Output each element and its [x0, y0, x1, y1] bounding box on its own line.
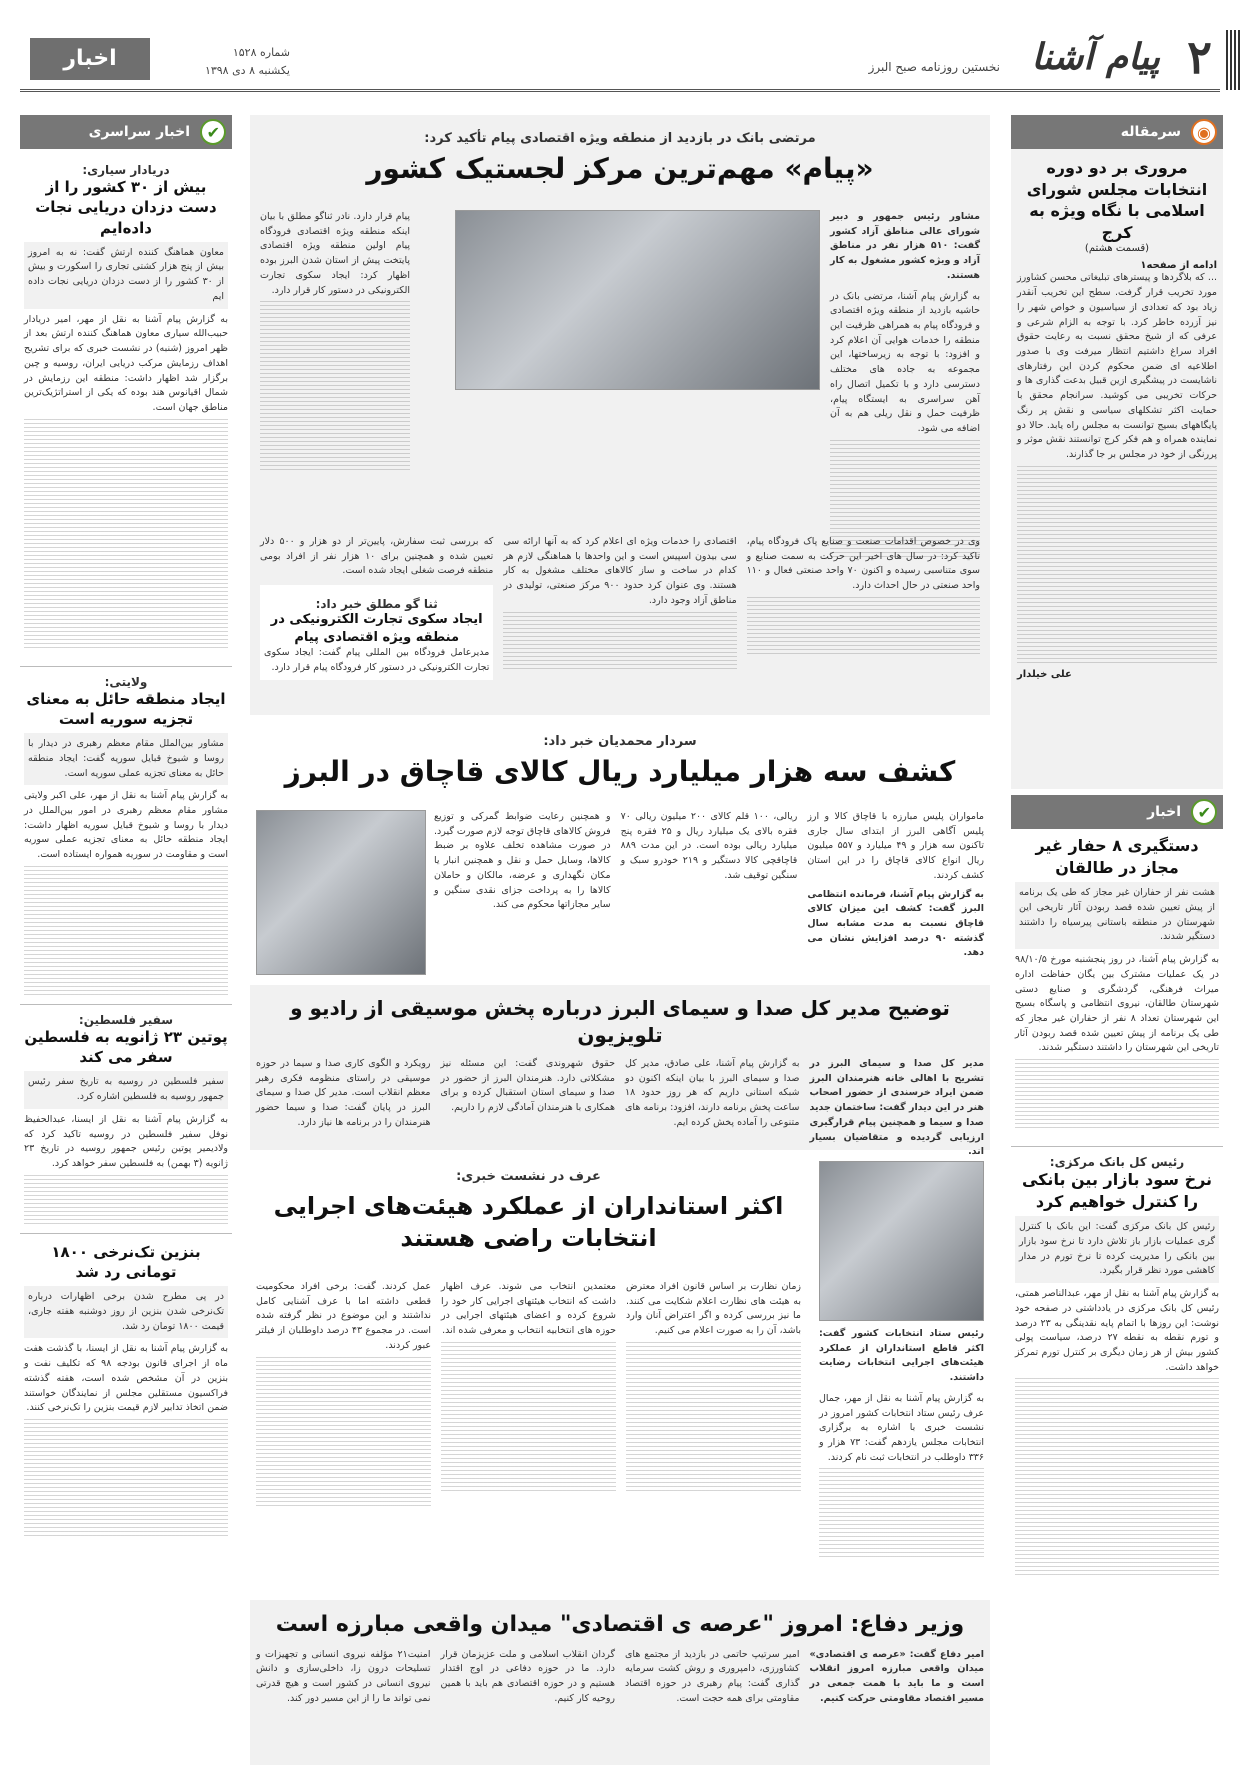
left-news-1: [20, 149, 232, 658]
story2-body3: ریالی، ۱۰۰ قلم کالای ۲۰۰ میلیون ریالی ۷۰ فقره بالای یک میلیارد ریال و ۲۵ فقره پنج میلیارد ریالی بوده است. در این مدت ۸۸۹ قاچاقچی کالا دستگیر و ۲۱۹ خودرو سبک و سنگین توقیف شد.: [620, 811, 798, 881]
story4-title: اکثر استانداران از عملکرد هیئت‌های اجرایی انتخابات راضی هستند: [273, 1192, 784, 1253]
left-news2-more-text: [24, 866, 228, 996]
editorial-part: (قسمت هشتم): [1084, 243, 1150, 255]
divider: [20, 1004, 232, 1005]
news2-more-text: [1015, 1378, 1219, 1578]
left-news4-title: بنزین تک‌نرخی ۱۸۰۰ تومانی رد شد: [51, 1242, 201, 1281]
left-news1-title: بیش از ۳۰ کشور را از دست دزدان دریایی نجات داده‌ایم: [35, 178, 217, 237]
story1-col-a-more: [747, 597, 980, 657]
story3-col-a: [810, 1057, 985, 1160]
story3-body2: حقوق شهروندی گفت: این مسئله نیز مشکلاتی دارد. هنرمندان البرز از حضور در صدا و سیمای استان استقبال کرده و برای همکاری با هنرمندان آمادگی لازم را داریم.: [440, 1058, 615, 1114]
story1-left-more: [260, 301, 410, 471]
story2-title: کشف سه هزار میلیارد ریال کالای قاچاق در البرز: [284, 755, 956, 788]
news2-title: نرخ سود بازار بین بانکی را کنترل خواهیم کرد: [1021, 1170, 1213, 1211]
story1-caption-col: [830, 210, 980, 563]
story4-col-c: [256, 1280, 431, 1510]
story4-columns: [256, 1280, 801, 1510]
story4-col-c-more: [256, 1357, 431, 1507]
news2-lead: رئیس کل بانک مرکزی گفت: این بانک با کنترل گری عملیات بازار باز تلاش دارد تا نرخ سود بازار بین بانکی را مدیریت کرده تا نرخ تورم در مدار کاهشی مورد نظر قرار بگیرد.: [1015, 1216, 1219, 1283]
story1-box-body: مدیرعامل فرودگاه بین المللی پیام گفت: ایجاد سکوی تجارت الکترونیکی در دستور کار فرودگاه پیام قرار دارد.: [264, 647, 490, 673]
story4-right-col: [819, 1327, 984, 1561]
story-elections: [250, 1155, 990, 1595]
story1-body4: که بررسی ثبت سفارش، پایین‌تر از دو هزار و ۵۰۰ دلار تعیین شده و همچنین برای ۱۰ هزار نفر از افراد بومی منطقه فرصت شغلی ایجاد شده است.: [260, 536, 494, 577]
editorial-icon: [1191, 119, 1217, 145]
story4-col-a: [626, 1280, 801, 1510]
editorial-continued: ادامه از صفحه۱: [1140, 260, 1217, 272]
story3-columns: [256, 1057, 984, 1160]
story5-col-a: [810, 1648, 985, 1707]
story5-body3: امنیت۲۱ مؤلفه نیروی انسانی و تجهیزات و تسلیحات درون زا، داخلی‌سازی و دانش نیروی انسانی در کشور است و هیچ قدرتی نمی تواند ما را از این مسیر دور کند.: [256, 1648, 431, 1704]
left-news4-body: به گزارش پیام آشنا به نقل از ایسنا، با گذشت هفت ماه از اجرای قانون بودجه ۹۸ که تکلیف نفت و بنزین در آن مشخص شده است، هفته گذشته فراکسیون مستقلین مجلس از نمایندگان خواستند ضمن اتخاذ تدابیر لازم قیمت بنزین را تک‌نرخی کنند.: [24, 1343, 229, 1414]
story-irib: [250, 985, 990, 1158]
national-news-header: [20, 115, 232, 149]
editorial-body: ... که بلاگردها و پیسترهای تبلیغاتی محسن کشاورز مورد تخریب قرار گرفت. سطح این تخریب آنقدر زیاد بود که تعدادی از سیاسیون و خواص شهر را نیز آزرده خاطر کرد. با توجه به الزام شرعی و عرفی که از شیخ محقق نسبت به رعایت حقوق افراد سراغ داشتیم انتظار میرفت وی با صدور اطلاعیه ای ضمن محکوم کردن این رفتارهای ناشایست در پیشگیری ازین قبیل بدعت گذاری ها و حرکات تخریبی می کوشید. سرانجام محقق با حمایت اکثر تشکلهای سیاسی و نقش پر رنگ پایگاههای بسیج توانست به مجلس راه یابد. حالا دو نماینده همراه و هم فکر کرج توانستند نقش موثر و پررنگی از خود در مجلس بر جا گذارند.: [1017, 272, 1217, 460]
left-news1-body: به گزارش پیام آشنا به نقل از مهر، امیر دریادار حبیب‌الله سیاری معاون هماهنگ کننده ارتش بعد از ظهر امروز (شنبه) در نشست خبری که برای تشریح اهداف رزمایش مرکب دریایی ایران، روسیه و چین برگزار شد اظهار داشت: منطقه این رزمایش در شمال اقیانوس هند بوده که یکی از استراتژیک‌ترین مناطق جهان است.: [24, 313, 228, 413]
story4-col-b-more: [441, 1342, 616, 1492]
section-label: اخبار: [30, 38, 150, 80]
story1-left-col: [260, 210, 410, 474]
left-news2-lead: مشاور بین‌الملل مقام معظم رهبری در دیدار با روسا و شیوخ قبایل سوریه گفت: ایجاد منطقه حائل به معنای تجزیه عملی سوریه است.: [24, 733, 228, 785]
news-item-1: [1011, 829, 1223, 1138]
story1-body3: اقتصادی را خدمات ویژه ای اعلام کرد که به آنها ارائه سی سی بیدون اسپیس است و این واحدها با هماهنگی لازم هر کدام در ساخت و ساز کالاهای مختلف مشغول به کار هستند. وی عنوان کرد حدود ۹۰۰ مرکز صنعتی، تولیدی در مناطق آزاد وجود دارد.: [503, 536, 737, 606]
story5-columns: [256, 1648, 984, 1707]
story3-col-c: [441, 1057, 616, 1160]
story4-body4: عمل کردند. گفت: برخی افراد محکومیت قطعی داشته اما با عرف آشنایی کامل نداشتند و این موضوع در نظر گرفته شده است. در مجموع ۴۳ درصد داوطلبان از فیلتر عبور کردند.: [256, 1281, 431, 1351]
story3-title: توضیح مدیر کل صدا و سیمای البرز درباره پخش موسیقی از رادیو و تلویزیون: [290, 996, 950, 1047]
story4-col-a-more: [626, 1342, 801, 1492]
story1-inner-box: [260, 585, 493, 680]
newspaper-logo: پیام آشنا: [1031, 36, 1160, 78]
story5-col-d: [256, 1648, 431, 1707]
story-smuggling: [250, 720, 990, 980]
story4-body3: معتمدین انتخاب می شوند. عرف اظهار داشت که انتخاب هیئتهای اجرایی کار خود را شروع کرده و اعضای هیئتهای اجرایی در حوزه های انتخابیه انتخاب و معرفی شده اند.: [441, 1281, 616, 1337]
story4-caption: رئیس ستاد انتخابات کشور گفت: اکثر قاطع استانداران از عملکرد هیئت‌های اجرایی انتخابات رضایت داشتند.: [819, 1328, 984, 1384]
left-news2-title: ایجاد منطقه حائل به معنای تجزیه سوریه است: [26, 689, 226, 728]
story4-photo: [819, 1161, 984, 1321]
story1-photo: [455, 210, 820, 390]
masthead: [20, 30, 1220, 92]
story3-col-b: [625, 1057, 800, 1160]
story2-body2: به گزارش پیام آشنا، فرمانده انتظامی البرز گفت: کشف این میزان کالای قاچاق نسبت به مدت مشابه سال گذشته ۹۰ درصد افزایش نشان می دهد.: [807, 888, 984, 959]
divider: [1011, 1146, 1223, 1147]
story1-col-b: [503, 535, 736, 680]
news2-body: به گزارش پیام آشنا به نقل از مهر، عبدالناصر همتی، رئیس کل بانک مرکزی در یادداشتی در صفحه خود نوشت: این روزها با اتمام پایه نقدینگی به ۲۳ درصد و تورم نقطه به نقطه ۲۷ درصد، سیاست پولی کشور بیش از هر زمان دیگری بر کنترل تورم تمرکز خواهد داشت.: [1014, 1288, 1219, 1373]
news-header: [1011, 795, 1223, 829]
story3-lead: مدیر کل صدا و سیمای البرز در تشریح با اهالی خانه هنرمندان البرز ضمن ایراد خرسندی از حضور اصحاب هنر در این دیدار گفت: ساختمان جدید صدا و سیما و همچنین پیام قرارگیری ارزیابی گردیده و متقاضیان بسیار اند.: [809, 1058, 984, 1158]
editorial-signature: علی خیلدار: [1017, 668, 1072, 680]
left-news1-lead: معاون هماهنگ کننده ارتش گفت: نه به امروز بیش از پنج هزار کشتی تجاری را اسکورت و بیش از ۳۰ کشور را از دست دزدان دریایی نجات داده ایم: [24, 242, 228, 309]
left-news-2: [20, 675, 232, 996]
left-news2-kicker: ولایتی:: [104, 674, 148, 689]
story4-body1: به گزارش پیام آشنا به نقل از مهر، جمال عرف رئیس ستاد انتخابات کشور امروز در نشست خبری با اشاره به برگزاری انتخابات مجلس یازدهم گفت: ۷۳ هزار و ۳۳۶ داوطلب در انتخابات ثبت نام کردند.: [819, 1392, 984, 1463]
story2-body1: مامواران پلیس مبارزه با قاچاق کالا و ارز پلیس آگاهی البرز از ابتدای سال جاری تاکنون سه هزار و ۴۹ میلیارد و ۵۵۷ میلیون ریال انواع کالای قاچاق را در این استان کشف کردند.: [807, 811, 985, 881]
story5-col-c: [441, 1648, 616, 1707]
story3-col-d: [256, 1057, 431, 1160]
story1-body2: وی در خصوص اقدامات صنعت و صنایع پاک فرودگاه پیام، تاکید کرد: در سال های اخیر این حرکت به سمت صنایع و سوی متناسبی رسیده و اکنون ۷۰ واحد صنعتی فعال و ۱۱۰ واحد صنعتی در حال احداث دارد.: [746, 536, 981, 592]
story1-box-kicker: ثنا گو مطلق خبر داد:: [315, 597, 438, 612]
story1-kicker: مرتضی بانک در بازدید از منطقه ویژه اقتصادی پیام تأکید کرد:: [424, 131, 816, 146]
page-number: ۲: [1187, 30, 1212, 84]
story3-body1: به گزارش پیام آشنا، علی صادق، مدیر کل صدا و سیمای البرز با بیان اینکه اکنون دو شبکه استانی داریم که هر روز حدود ۱۸ ساعت پخش برنامه دارند، افزود: برنامه های متنوعی را آماده پخش کرده ایم.: [625, 1058, 800, 1128]
story1-bottom: [260, 535, 980, 680]
issue-number: شماره ۱۵۲۸: [232, 46, 290, 59]
left-news-4: [20, 1242, 232, 1539]
check-icon: [200, 119, 226, 145]
left-news1-more-text: [24, 419, 228, 649]
news1-title: دستگیری ۸ حفار غیر مجاز در طالقان: [1035, 836, 1199, 877]
divider: [20, 666, 232, 667]
check-icon: [1191, 799, 1217, 825]
story4-col-b: [441, 1280, 616, 1510]
story3-body3: رویکرد و الگوی کاری صدا و سیما در حوزه موسیقی در راستای منظومه فکری رهبر معظم انقلاب است. مدیر کل صدا و سیمای البرز در پایان گفت: صدا و سیما حضور هنرمندان را در برنامه ها نیاز دارد.: [256, 1058, 431, 1128]
story-payam: [250, 115, 990, 715]
issue-date: یکشنبه ۸ دی ۱۳۹۸: [204, 64, 290, 77]
story4-body2: زمان نظارت بر اساس قانون افراد معترض به هیئت های نظارت اعلام شکایت می کنند. ما نیز بررسی کرده و اگر اعتراض آنان وارد باشد، آن را به صورت اعلام می کنیم.: [626, 1281, 801, 1337]
editorial-header: [1011, 115, 1223, 149]
news2-kicker: رئیس کل بانک مرکزی:: [1049, 1155, 1185, 1170]
right-column: [1011, 115, 1223, 1765]
story2-col-b: [621, 810, 798, 961]
news1-more-text: [1015, 1059, 1219, 1129]
left-news2-body: به گزارش پیام آشنا به نقل از مهر، علی اکبر ولایتی مشاور مقام معظم رهبری در امور بین‌الملل در دیدار با روسا و شیوخ قبایل سوریه اظهار داشت: ایجاد منطقه حائل به معنای تجزیه عملی سوریه است و مقاومت در سوریه همواره ایستاده است.: [24, 790, 228, 861]
story5-col-b: [625, 1648, 800, 1707]
story1-col-b-more: [503, 612, 736, 672]
editorial-more-text: [1017, 466, 1217, 666]
story5-body1: امیر سرتیپ حاتمی در بازدید از مجتمع های کشاورزی، دامپروری و روش کشت سرمایه گذاری گفت: پیام رهبری در حوزه اقتصاد مقاومتی برای همه حجت است.: [625, 1648, 800, 1704]
editorial-header-label: سرمقاله: [1120, 124, 1181, 140]
left-news3-kicker: سفیر فلسطین:: [78, 1012, 174, 1027]
story5-body2: گردان انقلاب اسلامی و ملت عزیزمان قرار دارد. ما در حوزه دفاعی در اوج اقتدار هستیم و در حوزه اقتصادی هم باید با همین روحیه کار کنیم.: [440, 1648, 615, 1704]
left-news4-more-text: [24, 1419, 228, 1539]
story2-col-a: [807, 810, 984, 961]
story1-col-c: [260, 535, 493, 680]
divider: [20, 1233, 232, 1234]
news1-lead: هشت نفر از حفاران غیر مجاز که طی یک برنامه از پیش تعیین شده قصد ربودن آثار تاریخی این شهرستان در منطقه باستانی پیرسیاه را داشتند دستگیر شدند.: [1015, 882, 1219, 949]
story2-columns: [434, 810, 984, 961]
left-news3-lead: سفیر فلسطین در روسیه به تاریخ سفر رئیس جمهور روسیه به فلسطین اشاره کرد.: [24, 1071, 228, 1108]
story2-body4: و همچنین رعایت ضوابط گمرکی و توزیع فروش کالاهای قاچاق توجه لازم صورت گیرد. در صورت مشاهده تخلف علاوه بر ضبط کالاها، وسایل حمل و نقل و همچنین انبار یا مکان نگهداری و عرضه، مالکان و حاملان کالاها را به پرداخت جزای نقدی سنگین و سایر مجازاتها محکوم می کند.: [433, 811, 611, 911]
story5-title: وزیر دفاع: امروز "عرصه ی اقتصادی" میدان واقعی مبارزه است: [275, 1612, 965, 1637]
news-header-label: اخبار: [1147, 804, 1181, 820]
left-news3-more-text: [24, 1175, 228, 1225]
story1-box-title: ایجاد سکوی تجارت الکترونیکی در منطقه ویژه اقتصادی پیام: [270, 612, 483, 645]
story1-title: «پیام» مهم‌ترین مرکز لجستیک کشور: [366, 152, 874, 185]
story2-col-c: [434, 810, 611, 961]
main-area: [250, 115, 990, 1765]
editorial-box: [1011, 149, 1223, 789]
left-news3-title: پوتین ۲۳ ژانویه به فلسطین سفر می کند: [24, 1027, 228, 1067]
left-news-3: [20, 1013, 232, 1225]
left-news3-body: به گزارش پیام آشنا به نقل از ایسنا، عبدالحفیظ نوفل سفیر فلسطین در روسیه تاکید کرد که ولادیمیر پوتین رئیس جمهور روسیه در تاریخ ۲۳ ژانویه (۳ بهمن) به فلسطین سفر خواهد کرد.: [24, 1113, 228, 1169]
story-defense: [250, 1600, 990, 1765]
story1-body5: پیام قرار دارد. نادر ثناگو مطلق با بیان اینکه منطقه ویژه اقتصادی فرودگاه پیام اولین منطقه ویژه اقتصادی پایتخت پیش از استان شدن البرز بوده اظهار کرد: ایجاد سکوی تجارت الکترونیکی در دستور کار قرار دارد.: [260, 211, 410, 296]
editorial-title: مروری بر دو دوره انتخابات مجلس شورای اسلامی با نگاه ویژه به کرج: [1026, 158, 1208, 242]
left-news4-lead: در پی مطرح شدن برخی اظهارات درباره تک‌نرخی شدن بنزین از روز دوشنبه هفته جاری، قیمت ۱۸۰۰ تومان رد شد.: [24, 1286, 228, 1338]
news1-body: به گزارش پیام آشنا، در روز پنجشنبه مورخ ۹۸/۱۰/۵ در یک عملیات مشترک بین یگان حفاظت اداره میراث فرهنگی، گردشگری و صنایع دستی شهرستان طالقان، نیروی انتظامی و پاسگاه بسیج این شهرستان تعداد ۸ نفر از حفاران غیر مجاز که طی یک برنامه از پیش تعیین شده قصد ربودن آثار تاریخی این شهرستان را داشتند دستگیر شدند.: [1015, 954, 1219, 1054]
left-news1-kicker: دریادار سیاری:: [82, 163, 170, 177]
story4-right-more: [819, 1468, 984, 1558]
story4-head: [256, 1161, 801, 1261]
story4-kicker: عرف در نشست خبری:: [456, 1169, 601, 1184]
story2-kicker: سردار محمدیان خبر داد:: [543, 734, 697, 749]
story5-lead: امیر دفاع گفت: «عرصه ی اقتصادی» میدان واقعی مبارزه امروز انقلاب است و ما باید با همت جمعی در مسیر اقتصاد مقاومتی حرکت کنیم.: [809, 1648, 984, 1704]
story1-col-a: [747, 535, 980, 680]
national-news-label: اخبار سراسری: [88, 124, 190, 140]
story2-photo: [256, 810, 426, 975]
news-item-2: [1011, 1155, 1223, 1578]
tagline: نخستین روزنامه صبح البرز: [868, 60, 1000, 74]
story1-body1: به گزارش پیام آشنا، مرتضی بانک در حاشیه بازدید از منطقه ویژه اقتصادی و فرودگاه پیام به همراهی ظرفیت این منطقه را خدمات هوایی آن اعلام کرد و افزود: با توجه به زیرساختها، این مجموعه به جاده های مختلف دسترسی دارد و با تکمیل اتصال راه آهن سراسری به ایستگاه پیام، ظرفیت حمل و نقل ریلی هم به آن اضافه می شود.: [830, 290, 980, 435]
issue-info: [160, 44, 290, 80]
story1-caption: مشاور رئیس جمهور و دبیر شورای عالی مناطق آزاد کشور گفت: ۵۱۰ هزار نفر در مناطق آزاد و ویژه کشور مشغول به کار هستند.: [830, 211, 980, 281]
left-column: [20, 115, 232, 1765]
masthead-stripes: [1226, 30, 1240, 90]
